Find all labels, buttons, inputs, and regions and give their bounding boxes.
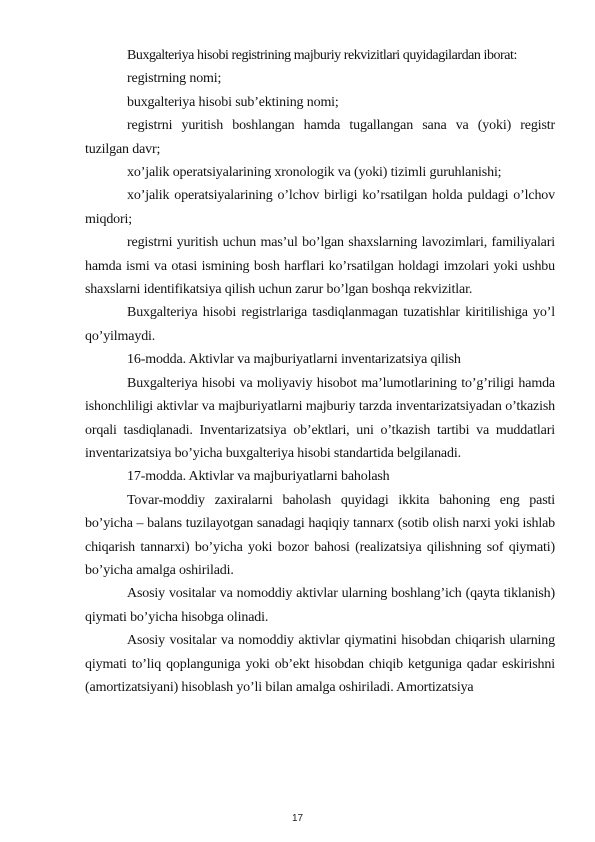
paragraph-corrections: Buxgalteriya hisobi registrlariga tasdiqlanmagan tuzatishlar kiritilishiga yo’l qo’yilmaydi.: [85, 305, 555, 344]
list-item-signatures: registrni yuritish uchun mas’ul bo’lgan shaxslarning lavozimlari, familiyalari hamda ismi va otasi ismining bosh harflari ko’rsatilgan holdagi imzolari yoki ushbu shaxslarni identifikatsiya qilish uchun zarur bo’lgan boshqa rekvizitlar.: [85, 235, 555, 298]
article-heading-17: 17-modda. Aktivlar va majburiyatlarni baholash: [127, 469, 390, 485]
article-heading-16: 16-modda. Aktivlar va majburiyatlarni inventarizatsiya qilish: [127, 352, 461, 368]
document-body: [85, 44, 555, 699]
paragraph-intro: Buxgalteriya hisobi registrining majburiy rekvizitlari quyidagilardan iborat:: [127, 48, 517, 63]
paragraph-amortization: Asosiy vositalar va nomoddiy aktivlar qiymatini hisobdan chiqarish ularning qiymati to’liq qoplanguniga yoki ob’ekt hisobdan chiqib ketguniga qadar eskirishni (amortizatsiyani) hisoblash yo’li bilan amalga oshiriladi. Amortizatsiya: [85, 633, 555, 695]
paragraph-inventory-valuation: Tovar-moddiy zaxiralarni baholash quyidagi ikkita bahoning eng pasti bo’yicha – balans tuzilayotgan sanadagi haqiqiy tannarx (sotib olish narxi yoki ishlab chiqarish tannarxi) bo’yicha yoki bozor bahosi (realizatsiya qilishning sof qiymati) bo’yicha amalga oshiriladi.: [85, 492, 555, 578]
paragraph-inventory: Buxgalteriya hisobi va moliyaviy hisobot ma’lumotlarining to’g’riligi hamda ishonchliligi aktivlar va majburiyatlarni majburiy tarzda inventarizatsiyadan o’tkazish orqali tasdiqlanadi. Inventarizatsiya ob’ektlari, uni o’tkazish tartibi va muddatlari inventarizatsiya bo’yicha buxgalteriya hisobi standartida belgilanadi.: [85, 375, 555, 461]
list-item-subject-name: buxgalteriya hisobi sub’ektining nomi;: [127, 94, 339, 110]
page-number: 17: [291, 813, 304, 824]
paragraph-fixed-assets: Asosiy vositalar va nomoddiy aktivlar ularning boshlang’ich (qayta tiklanish) qiymati bo’yicha hisobga olinadi.: [85, 586, 555, 625]
list-item-grouping: xo’jalik operatsiyalarining xronologik va (yoki) tizimli guruhlanishi;: [127, 165, 502, 181]
list-item-registr-name: registrning nomi;: [127, 71, 222, 87]
list-item-period: registrni yuritish boshlangan hamda tugallangan sana va (yoki) registr tuzilgan davr;: [85, 118, 555, 157]
list-item-measurement: xo’jalik operatsiyalarining o’lchov birligi ko’rsatilgan holda puldagi o’lchov miqdori;: [85, 188, 555, 227]
